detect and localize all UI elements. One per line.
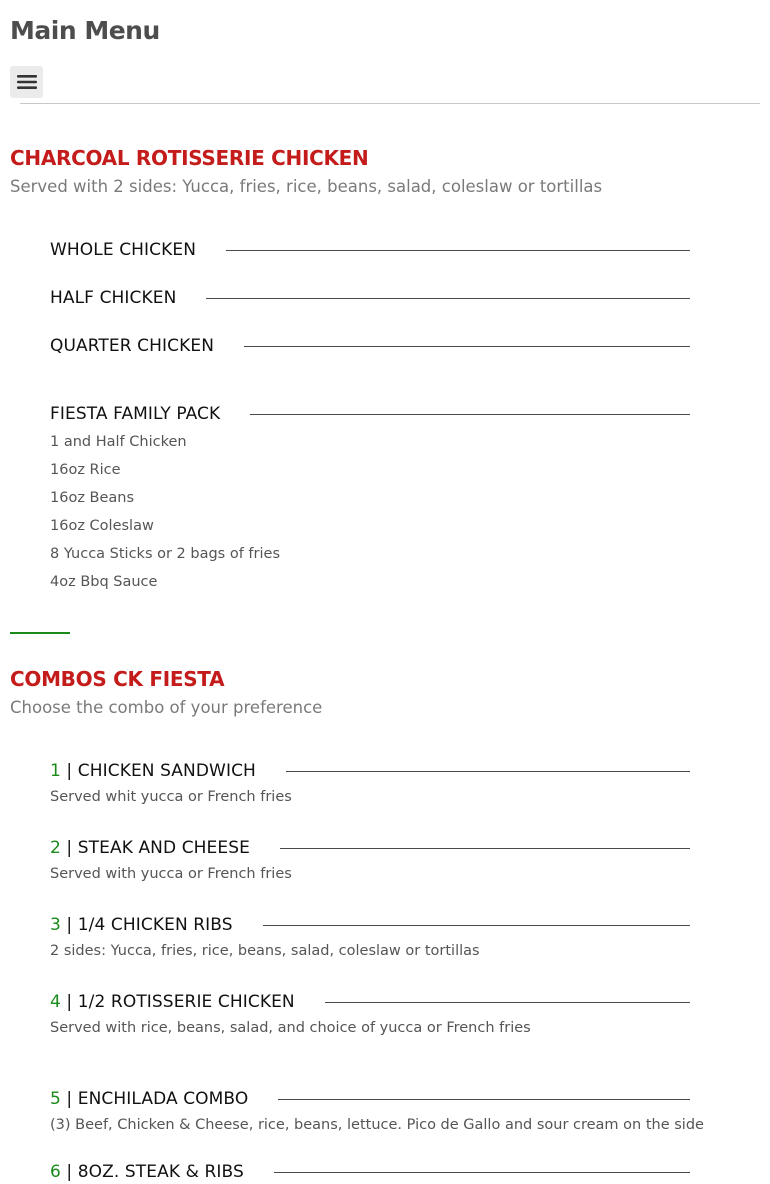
item-divider <box>263 925 690 926</box>
combo-number: 5 <box>50 1089 61 1109</box>
section-title-rotisserie: CHARCOAL ROTISSERIE CHICKEN <box>10 146 369 170</box>
combo-description: Served with yucca or French fries <box>50 866 292 882</box>
combo-number: 1 <box>50 761 61 781</box>
combo-description: 2 sides: Yucca, fries, rice, beans, salad, coleslaw or tortillas <box>50 943 480 959</box>
combo-item <box>50 1160 690 1184</box>
pack-content-line: 16oz Rice <box>50 462 121 478</box>
combo-item <box>50 759 690 805</box>
combo-item <box>50 913 690 959</box>
combo-name <box>50 1162 244 1182</box>
item-divider <box>206 298 690 299</box>
combo-name <box>50 761 256 781</box>
item-divider <box>274 1172 690 1173</box>
header-divider <box>20 103 760 104</box>
section-divider <box>10 632 70 634</box>
combo-label: | CHICKEN SANDWICH <box>60 761 256 781</box>
combo-description: Served with rice, beans, salad, and choice of yucca or French fries <box>50 1020 531 1036</box>
combo-name <box>50 1089 248 1109</box>
combo-item <box>50 836 690 882</box>
item-name: WHOLE CHICKEN <box>50 240 197 260</box>
combo-item <box>50 990 690 1036</box>
combo-description: Served whit yucca or French fries <box>50 789 292 805</box>
combo-number: 3 <box>50 915 61 935</box>
item-divider <box>244 346 690 347</box>
page-title: Main Menu <box>10 16 160 45</box>
combo-label: | 1/4 CHICKEN RIBS <box>60 915 233 935</box>
combo-number: 2 <box>50 838 61 858</box>
section-title-combos: COMBOS CK FIESTA <box>10 667 225 691</box>
hamburger-icon <box>17 74 37 90</box>
menu-item <box>50 334 690 358</box>
combo-number: 6 <box>50 1162 61 1182</box>
item-divider <box>278 1099 690 1100</box>
item-name: FIESTA FAMILY PACK <box>50 404 221 424</box>
item-divider <box>226 250 690 251</box>
pack-content-line: 16oz Coleslaw <box>50 518 154 534</box>
menu-item <box>50 402 690 426</box>
item-name: QUARTER CHICKEN <box>50 336 215 356</box>
pack-content-line: 4oz Bbq Sauce <box>50 574 158 590</box>
item-name: HALF CHICKEN <box>50 288 177 308</box>
pack-content-line: 1 and Half Chicken <box>50 434 187 450</box>
item-divider <box>280 848 690 849</box>
combo-label: | 8OZ. STEAK & RIBS <box>60 1162 244 1182</box>
combo-name <box>50 992 295 1012</box>
combo-item <box>50 1087 704 1133</box>
section-subtitle-combos: Choose the combo of your preference <box>10 698 323 717</box>
pack-content-line: 8 Yucca Sticks or 2 bags of fries <box>50 546 280 562</box>
pack-content-line: 16oz Beans <box>50 490 135 506</box>
combo-label: | STEAK AND CHEESE <box>60 838 250 858</box>
combo-label: | ENCHILADA COMBO <box>60 1089 249 1109</box>
combo-name <box>50 915 233 935</box>
menu-item <box>50 238 690 262</box>
section-subtitle-rotisserie: Served with 2 sides: Yucca, fries, rice, beans, salad, coleslaw or tortillas <box>10 177 603 196</box>
menu-item <box>50 286 690 310</box>
combo-label: | 1/2 ROTISSERIE CHICKEN <box>60 992 295 1012</box>
combo-description: (3) Beef, Chicken & Cheese, rice, beans, lettuce. Pico de Gallo and sour cream on the side <box>50 1117 704 1133</box>
combo-number: 4 <box>50 992 61 1012</box>
menu-toggle-button[interactable] <box>10 66 43 98</box>
item-divider <box>286 771 690 772</box>
item-divider <box>250 414 690 415</box>
item-divider <box>325 1002 690 1003</box>
combo-name <box>50 838 250 858</box>
